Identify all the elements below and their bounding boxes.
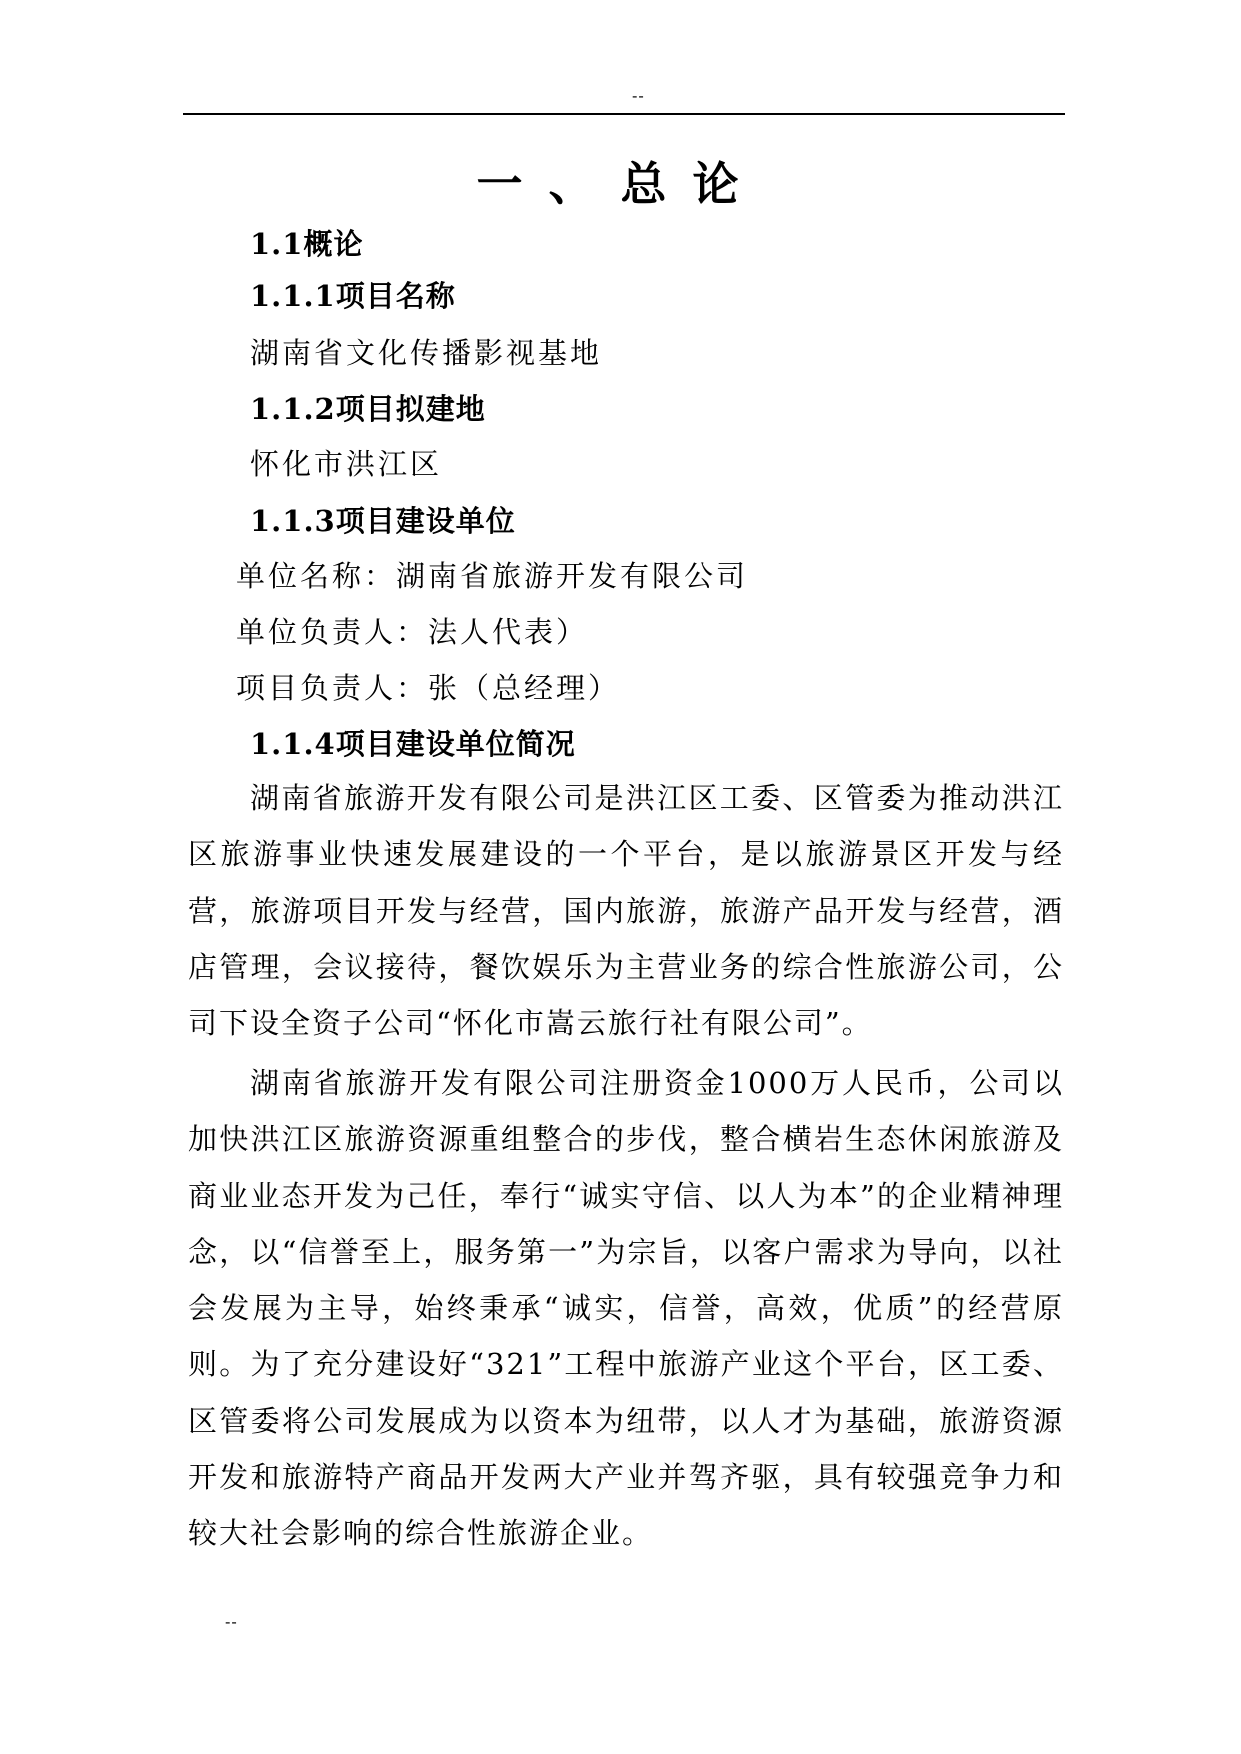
section-1-1-1-heading: 1.1.1项目名称 <box>250 279 456 313</box>
unit-name: 单位名称：湖南省旅游开发有限公司 <box>236 559 749 593</box>
body-paragraph-2: 湖南省旅游开发有限公司注册资金1000万人民币，公司以加快洪江区旅游资源重组整合的步伐，整合横岩生态休闲旅游及商业业态开发为己任，奉行“诚实守信、以人为本”的企业精神理念，以“信誉至上，服务第一”为宗旨，以客户需求为导向，以社会发展为主导，始终秉承“诚实，信誉，高效，优质”的经营原则。为了充分建设好“321”工程中旅游产业这个平台，区工委、区管委将公司发展成为以资本为纽带，以人才为基础，旅游资源开发和旅游特产商品开发两大产业并驾齐驱，具有较强竞争力和较大社会影响的综合性旅游企业。 <box>188 1066 1064 1551</box>
section-1-1-2-heading: 1.1.2项目拟建地 <box>250 392 486 426</box>
project-leader: 项目负责人：张（总经理） <box>236 671 621 705</box>
project-location: 怀化市洪江区 <box>250 447 443 481</box>
project-name: 湖南省文化传播影视基地 <box>250 336 603 370</box>
chapter-title: 一、总论 <box>476 157 765 211</box>
body-paragraph-1: 湖南省旅游开发有限公司是洪江区工委、区管委为推动洪江区旅游事业快速发展建设的一个平台，是以旅游景区开发与经营，旅游项目开发与经营，国内旅游，旅游产品开发与经营，酒店管理，会议接待，餐饮娱乐为主营业务的综合性旅游公司，公司下设全资子公司“怀化市嵩云旅行社有限公司”。 <box>188 781 1064 1041</box>
page-footer-mark: -- <box>225 1612 238 1631</box>
page-header-mark: -- <box>632 86 645 105</box>
section-1-1-3-heading: 1.1.3项目建设单位 <box>250 504 516 538</box>
section-1-1-heading: 1.1概论 <box>250 227 364 261</box>
unit-leader: 单位负责人：法人代表） <box>236 615 589 649</box>
header-rule <box>183 113 1065 115</box>
section-1-1-4-heading: 1.1.4项目建设单位简况 <box>250 727 576 761</box>
